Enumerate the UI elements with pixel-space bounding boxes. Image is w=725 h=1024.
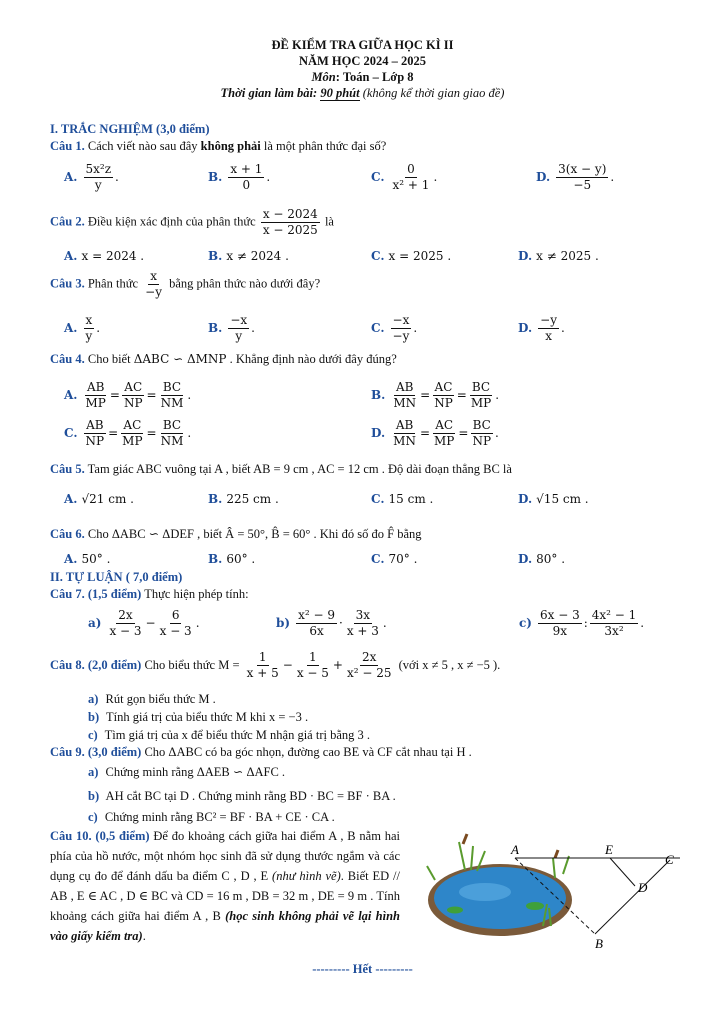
line-ED [610, 858, 635, 886]
q6-option-a: A. 50° . [64, 552, 111, 566]
question-1: Câu 1. Cách viết nào sau đây không phải là một phân thức đại số? [50, 139, 387, 153]
lily-pad-icon [526, 902, 544, 910]
q6-option-c: C. 70° . [371, 552, 418, 566]
pond-figure [415, 830, 695, 955]
point-label-D: D [638, 880, 648, 895]
q1-option-d: D. $\frac{3(x - y)}{-5}$ . [536, 162, 615, 193]
q5-option-a: A. √21 cm . [64, 492, 134, 506]
question-7: Câu 7. (1,5 điểm) Thực hiện phép tính: [50, 587, 249, 601]
q4-option-a: A. $\frac{AB}{MP}$ = $\frac{AC}{NP}$ = $\frac{BC}{NM}$ . [64, 380, 192, 411]
school-year: NĂM HỌC 2024 – 2025 [298, 54, 427, 68]
q8-part-a: a) Rút gọn biểu thức M . [88, 692, 216, 706]
subject-line: Môn: Toán – Lớp 8 [311, 70, 414, 84]
question-10: Câu 10. (0,5 điểm) Để đo khoảng cách giữa hai điểm A , B nằm hai phía của hồ nước, một nhóm học sinh đã sử dụng thước ngắm và các dụng cụ đo để đánh dấu ba điểm C , D , E (như hình vẽ). Biết ED // AB , E ∈ AC , D ∈ BC và CD = 16 m , DB = 32 m , DE = 9 m . Tính khoảng cách giữa hai điểm A , B (học sinh không phải vẽ lại hình vào giấy kiểm tra). [50, 829, 401, 943]
q7-part-b: b) $\frac{\text{x² − 9}}{6x}$ · $\frac{3x}{x + 3}$ . [276, 608, 387, 639]
q4-option-b: B. $\frac{AB}{MN}$ = $\frac{AC}{NP}$ = $\frac{BC}{MP}$ . [371, 380, 500, 411]
q5-option-d: D. √15 cm . [518, 492, 589, 506]
q9-part-b: b) AH cắt BC tại D . Chứng minh rằng BD · BC = BF · BA . [88, 789, 396, 803]
q7-part-a: a) $\frac{2x}{x - 3}$ − $\frac{6}{x - 3}$ . [88, 608, 200, 639]
question-6: Câu 6. Cho ΔABC ∽ ΔDEF , biết Â = 50°, B̂ = 60° . Khi đó số đo F̂ bằng [50, 527, 422, 541]
q2-option-a: A. x = 2024 . [64, 249, 145, 263]
q4-option-d: D. $\frac{AB}{MN}$ = $\frac{AC}{MP}$ = $\frac{BC}{NP}$ . [371, 418, 499, 449]
q6-option-b: B. 60° . [208, 552, 256, 566]
q3-option-b: B. $\frac{-x}{y}$ . [208, 313, 255, 344]
question-9: Câu 9. (3,0 điểm) Cho ΔABC có ba góc nhọn, đường cao BE và CF cắt nhau tại H . [50, 745, 472, 759]
section-2-title: II. TỰ LUẬN ( 7,0 điểm) [50, 570, 183, 584]
q2-option-d: D. x ≠ 2025 . [518, 249, 599, 263]
exam-title: ĐỀ KIỂM TRA GIỮA HỌC KÌ II [271, 38, 454, 52]
q8-part-b: b) Tính giá trị của biểu thức M khi x = −3 . [88, 710, 309, 724]
q7-part-c: c) $\frac{6x - 3}{9x}$ : $\frac{\text{4x² − 1}}{\text{3x²}}$ . [519, 608, 645, 639]
q6-option-d: D. 80° . [518, 552, 566, 566]
q9-part-c: c) Chứng minh rằng BC² = BF · BA + CE · CA . [88, 810, 335, 824]
line-CB [595, 860, 670, 934]
section-1-title: I. TRẮC NGHIỆM (3,0 điểm) [50, 122, 210, 136]
q5-option-c: C. 15 cm . [371, 492, 434, 506]
q9-part-a: a) Chứng minh rằng ΔAEB ∽ ΔAFC . [88, 765, 286, 779]
q4-option-c: C. $\frac{AB}{NP}$ = $\frac{AC}{MP}$ = $\frac{BC}{NM}$ . [64, 418, 192, 449]
question-4: Câu 4. Cho biết ΔABC ∽ ΔMNP . Khẳng định nào dưới đây đúng? [50, 352, 397, 366]
q1-option-a: A. $\frac{\text{5x²z}}{y}$ . [64, 162, 119, 193]
q8-part-c: c) Tìm giá trị của x để biểu thức M nhận giá trị bằng 3 . [88, 728, 371, 742]
q2-option-b: B. x ≠ 2024 . [208, 249, 289, 263]
q3-option-c: C. $\frac{-x}{-y}$ . [371, 313, 418, 344]
end-marker: --------- Hết --------- [312, 962, 413, 976]
q1-option-c: C. $\frac{0}{\text{x² + 1}}$ . [371, 162, 438, 193]
q3-option-d: D. $\frac{-y}{x}$ . [518, 313, 565, 344]
pond-ripple [459, 883, 511, 901]
question-2: Câu 2. Điều kiện xác định của phân thức $\frac{x - 2024}{x - 2025}$ là [50, 207, 334, 238]
q5-option-b: B. 225 cm . [208, 492, 279, 506]
time-line: Thời gian làm bài: 90 phút (không kể thời gian giao đề) [220, 86, 505, 100]
point-label-B: B [595, 936, 603, 951]
lily-pad-icon [447, 907, 463, 914]
point-label-E: E [605, 842, 613, 857]
point-label-C: C [665, 852, 674, 867]
question-3: Câu 3. Phân thức $\frac{x}{-y}$ bằng phân thức nào dưới đây? [50, 269, 321, 300]
q1-option-b: B. $\frac{x + 1}{0}$ . [208, 162, 271, 193]
question-8: Câu 8. (2,0 điểm) Cho biểu thức M = $\frac{1}{x + 5}$ − $\frac{1}{x - 5}$ + $\frac{2x}{\text{x² − 25}}$ (với x ≠ 5 , x ≠ −5 ). [50, 650, 501, 681]
question-5: Câu 5. Tam giác ABC vuông tại A , biết AB = 9 cm , AC = 12 cm . Độ dài đoạn thẳng BC là [50, 462, 512, 476]
q2-option-c: C. x = 2025 . [371, 249, 452, 263]
q3-option-a: A. $\frac{x}{y}$ . [64, 313, 101, 344]
point-label-A: A [511, 842, 519, 857]
